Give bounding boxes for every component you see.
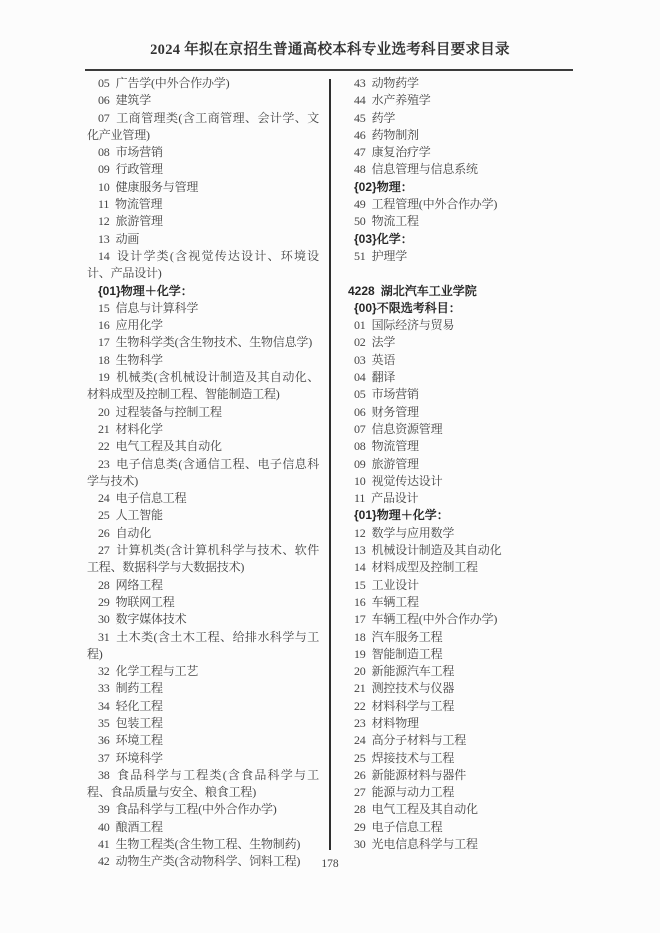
- major-name: 产品设计: [371, 491, 419, 506]
- major-item: [87, 629, 319, 664]
- major-number: 44: [354, 93, 366, 108]
- major-item: [87, 231, 319, 248]
- major-item: [87, 819, 319, 836]
- major-name: 食品科学与工程(中外合作办学): [115, 802, 277, 817]
- major-name: 机械类(含机械设计制造及其自动化、材料成型及控制工程、智能制造工程): [87, 370, 319, 402]
- major-item: [87, 490, 319, 507]
- major-number: 31: [98, 629, 110, 644]
- major-number: 16: [98, 318, 110, 333]
- major-number: 26: [354, 767, 366, 782]
- major-name: 广告学(中外合作办学): [115, 76, 230, 90]
- major-name: 财务管理: [371, 404, 419, 419]
- major-name: 应用化学: [115, 318, 163, 333]
- major-number: 21: [98, 421, 110, 436]
- major-name: 电子信息工程: [371, 819, 443, 834]
- major-number: 48: [354, 162, 366, 177]
- major-item: [348, 456, 580, 473]
- major-number: 40: [98, 819, 110, 834]
- major-name: 药物制剂: [371, 127, 419, 142]
- major-item: [348, 801, 580, 818]
- major-name: 英语: [371, 352, 396, 367]
- major-item: [87, 179, 319, 196]
- major-item: [87, 161, 319, 178]
- major-number: 07: [354, 421, 366, 436]
- major-name: 车辆工程: [371, 594, 419, 609]
- major-number: 05: [354, 387, 366, 402]
- major-item: [348, 438, 580, 455]
- major-number: 02: [354, 335, 366, 350]
- major-number: 25: [98, 508, 110, 523]
- major-name: 材料科学与工程: [371, 698, 455, 713]
- major-number: 01: [354, 318, 366, 333]
- major-item: [348, 213, 580, 230]
- major-name: 化学工程与工艺: [115, 664, 199, 679]
- major-item: [348, 698, 580, 715]
- major-name: 数学与应用数学: [371, 525, 455, 540]
- school-name: 湖北汽车工业学院: [380, 283, 477, 298]
- major-item: [87, 213, 319, 230]
- major-name: 食品科学与工程类(含食品科学与工程、食品质量与安全、粮食工程): [87, 767, 319, 800]
- major-name: 动物药学: [371, 76, 419, 90]
- major-name: 工程管理(中外合作办学): [371, 197, 498, 212]
- major-number: 29: [98, 594, 110, 609]
- major-number: 12: [354, 525, 366, 540]
- major-name: 物联网工程: [115, 594, 175, 609]
- major-item: [87, 801, 319, 818]
- major-number: 23: [354, 715, 366, 730]
- major-item: [348, 767, 580, 784]
- major-name: 动画: [115, 231, 140, 246]
- major-number: 07: [98, 110, 110, 125]
- major-name: 数字媒体技术: [115, 612, 187, 627]
- major-number: 11: [98, 197, 110, 212]
- major-name: 药学: [371, 110, 396, 125]
- major-number: 43: [354, 76, 366, 90]
- major-name: 土木类(含土木工程、给排水科学与工程): [87, 629, 319, 661]
- major-number: 10: [98, 179, 110, 194]
- major-item: [87, 110, 319, 145]
- major-item: [87, 369, 319, 404]
- major-item: [87, 577, 319, 594]
- major-name: 物流工程: [371, 214, 419, 229]
- major-number: 20: [98, 404, 110, 419]
- major-number: 03: [354, 352, 366, 367]
- major-name: 市场营销: [371, 387, 419, 402]
- major-name: 车辆工程(中外合作办学): [371, 612, 498, 627]
- subject-requirement-heading: {01}物理＋化学：: [354, 508, 449, 523]
- major-name: 行政管理: [115, 162, 163, 177]
- page-number: 178: [321, 858, 339, 870]
- major-name: 电子信息类(含通信工程、电子信息科学与技术): [87, 456, 319, 488]
- major-item: [348, 144, 580, 161]
- major-name: 电气工程及其自动化: [371, 802, 478, 817]
- major-name: 环境科学: [115, 750, 163, 765]
- major-item: [348, 819, 580, 836]
- major-name: 自动化: [115, 525, 152, 540]
- major-item: [348, 161, 580, 178]
- major-item: [87, 144, 319, 161]
- major-item: [348, 611, 580, 628]
- major-name: 市场营销: [115, 145, 163, 160]
- major-item: [87, 525, 319, 542]
- subject-requirement-heading: {00}不限选考科目：: [354, 300, 461, 315]
- major-number: 51: [354, 248, 366, 263]
- major-number: 47: [354, 145, 366, 160]
- major-number: 11: [354, 491, 366, 506]
- major-name: 生物工程类(含生物工程、生物制药): [115, 837, 301, 852]
- major-name: 过程装备与控制工程: [115, 404, 222, 419]
- major-name: 信息资源管理: [371, 421, 443, 436]
- major-item: [87, 715, 319, 732]
- major-name: 旅游管理: [371, 456, 419, 471]
- major-item: [348, 75, 580, 92]
- major-item: [87, 542, 319, 577]
- major-item: [87, 456, 319, 491]
- major-item: [348, 663, 580, 680]
- major-item: [87, 732, 319, 749]
- major-item: [348, 473, 580, 490]
- major-number: 27: [354, 785, 366, 800]
- major-item: [87, 767, 319, 802]
- major-number: 18: [354, 629, 366, 644]
- major-item: [348, 646, 580, 663]
- school-heading: [348, 283, 580, 300]
- major-number: 09: [98, 162, 110, 177]
- major-name: 高分子材料与工程: [371, 733, 467, 748]
- major-number: 06: [354, 404, 366, 419]
- major-number: 05: [98, 76, 110, 90]
- major-number: 09: [354, 456, 366, 471]
- major-item: [87, 663, 319, 680]
- major-item: [348, 110, 580, 127]
- major-number: 10: [354, 473, 366, 488]
- major-number: 17: [354, 612, 366, 627]
- major-name: 信息与计算科学: [115, 300, 199, 315]
- major-name: 工商管理类(含工商管理、会计学、文化产业管理): [87, 110, 319, 142]
- major-number: 42: [98, 854, 110, 869]
- major-number: 50: [354, 214, 366, 229]
- column-divider: [329, 79, 331, 850]
- major-number: 14: [98, 248, 110, 263]
- major-number: 30: [98, 612, 110, 627]
- major-number: 46: [354, 127, 366, 142]
- major-number: 18: [98, 352, 110, 367]
- major-name: 测控技术与仪器: [371, 681, 455, 696]
- major-number: 16: [354, 594, 366, 609]
- major-number: 34: [98, 698, 110, 713]
- major-name: 智能制造工程: [371, 646, 443, 661]
- major-item: [87, 438, 319, 455]
- major-number: 08: [354, 439, 366, 454]
- major-name: 新能源汽车工程: [371, 664, 455, 679]
- major-item: [348, 248, 580, 265]
- left-column: [87, 75, 319, 871]
- major-name: 翻译: [371, 370, 396, 385]
- major-name: 包装工程: [115, 715, 163, 730]
- major-name: 建筑学: [115, 93, 152, 108]
- major-item: [87, 750, 319, 767]
- major-item: [348, 334, 580, 351]
- major-number: 30: [354, 837, 366, 852]
- major-name: 健康服务与管理: [115, 179, 199, 194]
- subject-requirement-heading: {02}物理：: [354, 179, 413, 194]
- major-name: 护理学: [371, 248, 408, 263]
- subject-requirement-heading: {01}物理＋化学：: [98, 283, 193, 298]
- major-number: 25: [354, 750, 366, 765]
- major-name: 动物生产类(含动物科学、饲料工程): [115, 854, 301, 869]
- major-number: 21: [354, 681, 366, 696]
- major-item: [348, 490, 580, 507]
- major-item: [348, 196, 580, 213]
- major-item: [348, 559, 580, 576]
- major-item: [87, 334, 319, 351]
- major-item: [348, 750, 580, 767]
- major-item: [87, 404, 319, 421]
- major-number: 45: [354, 110, 366, 125]
- major-name: 汽车服务工程: [371, 629, 443, 644]
- major-item: [348, 386, 580, 403]
- major-number: 36: [98, 733, 110, 748]
- major-name: 环境工程: [115, 733, 163, 748]
- major-item: [87, 611, 319, 628]
- major-name: 法学: [371, 335, 396, 350]
- major-number: 49: [354, 197, 366, 212]
- major-item: [348, 421, 580, 438]
- major-name: 材料化学: [115, 421, 163, 436]
- major-number: 29: [354, 819, 366, 834]
- major-item: [348, 629, 580, 646]
- major-name: 旅游管理: [115, 214, 163, 229]
- major-item: [348, 836, 580, 853]
- major-item: [87, 75, 319, 92]
- major-number: 22: [98, 439, 110, 454]
- major-number: 19: [354, 646, 366, 661]
- major-number: 24: [98, 491, 110, 506]
- major-item: [348, 92, 580, 109]
- major-name: 物流管理: [115, 197, 163, 212]
- major-item: [348, 577, 580, 594]
- major-name: 焊接技术与工程: [371, 750, 455, 765]
- major-name: 新能源材料与器件: [371, 767, 467, 782]
- major-item: [348, 404, 580, 421]
- major-number: 23: [98, 456, 110, 471]
- major-item: [87, 196, 319, 213]
- major-name: 电气工程及其自动化: [115, 439, 222, 454]
- major-name: 材料物理: [371, 715, 419, 730]
- major-number: 38: [98, 767, 110, 782]
- major-number: 17: [98, 335, 110, 350]
- major-item: [348, 680, 580, 697]
- major-name: 网络工程: [115, 577, 163, 592]
- major-item: [87, 594, 319, 611]
- major-number: 12: [98, 214, 110, 229]
- major-name: 材料成型及控制工程: [371, 560, 478, 575]
- major-name: 生物科学: [115, 352, 163, 367]
- major-number: 14: [354, 560, 366, 575]
- major-name: 机械设计制造及其自动化: [371, 543, 502, 558]
- major-number: 04: [354, 370, 366, 385]
- page-title: 2024 年拟在京招生普通高校本科专业选考科目要求目录: [150, 42, 510, 58]
- major-name: 康复治疗学: [371, 145, 431, 160]
- major-item: [348, 732, 580, 749]
- major-number: 27: [98, 543, 110, 558]
- major-name: 设计学类(含视觉传达设计、环境设计、产品设计): [87, 248, 319, 281]
- major-item: [348, 127, 580, 144]
- blank-line: [348, 265, 580, 282]
- major-item: [348, 317, 580, 334]
- right-column: [348, 75, 580, 853]
- major-number: 22: [354, 698, 366, 713]
- major-item: [348, 369, 580, 386]
- major-name: 工业设计: [371, 577, 419, 592]
- major-name: 生物科学类(含生物技术、生物信息学): [115, 335, 313, 350]
- major-item: [348, 352, 580, 369]
- school-code: 4228: [348, 283, 375, 298]
- major-name: 人工智能: [115, 508, 163, 523]
- major-number: 28: [354, 802, 366, 817]
- major-number: 24: [354, 733, 366, 748]
- major-name: 酿酒工程: [115, 819, 163, 834]
- major-item: [87, 92, 319, 109]
- major-name: 电子信息工程: [115, 491, 187, 506]
- major-item: [348, 594, 580, 611]
- major-number: 13: [98, 231, 110, 246]
- major-number: 32: [98, 664, 110, 679]
- major-number: 37: [98, 750, 110, 765]
- major-item: [87, 507, 319, 524]
- major-item: [87, 300, 319, 317]
- major-item: [348, 542, 580, 559]
- major-number: 41: [98, 837, 110, 852]
- major-item: [348, 784, 580, 801]
- major-item: [87, 317, 319, 334]
- major-name: 能源与动力工程: [371, 785, 455, 800]
- major-item: [87, 836, 319, 853]
- major-name: 轻化工程: [115, 698, 163, 713]
- major-item: [87, 698, 319, 715]
- major-number: 13: [354, 543, 366, 558]
- header-rule: [85, 69, 573, 71]
- major-number: 06: [98, 93, 110, 108]
- major-number: 28: [98, 577, 110, 592]
- major-name: 光电信息科学与工程: [371, 837, 478, 852]
- subject-requirement-heading: {03}化学：: [354, 231, 413, 246]
- major-name: 水产养殖学: [371, 93, 431, 108]
- major-number: 35: [98, 715, 110, 730]
- major-item: [348, 715, 580, 732]
- major-name: 计算机类(含计算机科学与技术、软件工程、数据科学与大数据技术): [87, 543, 319, 575]
- major-number: 08: [98, 145, 110, 160]
- major-name: 视觉传达设计: [371, 473, 443, 488]
- major-item: [87, 421, 319, 438]
- major-name: 国际经济与贸易: [371, 318, 455, 333]
- major-number: 19: [98, 370, 110, 385]
- major-item: [87, 352, 319, 369]
- major-item: [348, 525, 580, 542]
- major-name: 制药工程: [115, 681, 163, 696]
- major-name: 信息管理与信息系统: [371, 162, 478, 177]
- major-number: 15: [98, 300, 110, 315]
- major-name: 物流管理: [371, 439, 419, 454]
- major-item: [87, 680, 319, 697]
- major-number: 15: [354, 577, 366, 592]
- major-number: 39: [98, 802, 110, 817]
- major-number: 33: [98, 681, 110, 696]
- major-item: [87, 248, 319, 283]
- major-number: 26: [98, 525, 110, 540]
- major-number: 20: [354, 664, 366, 679]
